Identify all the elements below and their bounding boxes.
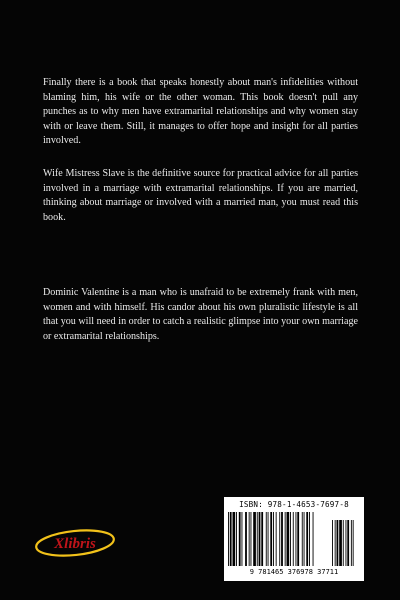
barcode-addon-bar: [339, 520, 342, 566]
barcode-bar: [259, 512, 261, 566]
isbn-label: ISBN: 978-1-4653-7697-8: [239, 500, 349, 509]
barcode-addon-bar: [353, 520, 354, 566]
barcode-bar: [230, 512, 232, 566]
barcode-digits: 9 781465 376978 37711: [249, 568, 339, 576]
barcode-bar: [257, 512, 258, 566]
barcode-bar: [273, 512, 274, 566]
xlibris-logo: [34, 529, 116, 557]
barcode-addon-bar: [337, 520, 339, 566]
barcode-bar: [242, 512, 243, 566]
author-bio-paragraph: Dominic Valentine is a man who is unafraid to be extremely frank with men, women and with himself. His candor about his own pluralistic lifestyle is all that you will need in order to catch a realistic glimpse into your own marriage or extramarital relationships.: [43, 287, 358, 342]
barcode-bar: [239, 512, 241, 566]
barcode-bar: [293, 512, 294, 566]
barcode-bar: [290, 512, 291, 566]
barcode-bar: [261, 512, 263, 566]
barcode-addon-bar: [346, 520, 347, 566]
barcode-addon-bar: [351, 520, 352, 566]
barcode-bar: [253, 512, 256, 566]
barcode-bar: [313, 512, 314, 566]
barcode-bar: [276, 512, 277, 566]
barcode-bar: [251, 512, 252, 566]
barcode-bar: [249, 512, 250, 566]
barcode-addon-bar: [343, 520, 344, 566]
barcode-addon-bar: [347, 520, 349, 566]
barcode-addon-bar: [332, 520, 333, 566]
blurb-paragraph-1: Finally there is a book that speaks honestly about man's infidelities without blaming him, his wife or the other woman. This book doesn't pull any punches as to why men have extramarital relationships and why women stay with or leave them. Still, it manages to offer hope and insight for all parties involved.: [43, 77, 358, 147]
barcode-bar: [228, 512, 229, 566]
barcode-bars: [228, 512, 360, 566]
barcode-bar: [245, 512, 247, 566]
blurb-paragraph-2: Wife Mistress Slave is the definitive source for practical advice for all parties involved in a marriage with extramarital relationships. If you are married, thinking about marriage or involved with a married man, you must read this book.: [43, 168, 358, 223]
barcode-bar: [279, 512, 280, 566]
barcode-bar: [304, 512, 305, 566]
barcode-bar: [302, 512, 303, 566]
barcode-bar: [285, 512, 286, 566]
barcode-addon-bar: [335, 520, 336, 566]
barcode-bar: [287, 512, 290, 566]
barcode-bar: [309, 512, 310, 566]
barcode-bar: [297, 512, 299, 566]
barcode-bar: [268, 512, 269, 566]
barcode-bar: [296, 512, 297, 566]
publisher-logo-text: Xlibris: [54, 536, 96, 552]
barcode-bar: [233, 512, 236, 566]
barcode-bar: [270, 512, 272, 566]
barcode-bar: [236, 512, 237, 566]
barcode-bar: [306, 512, 308, 566]
barcode-bar: [266, 512, 267, 566]
barcode-bar: [281, 512, 283, 566]
isbn-barcode: [224, 497, 364, 581]
